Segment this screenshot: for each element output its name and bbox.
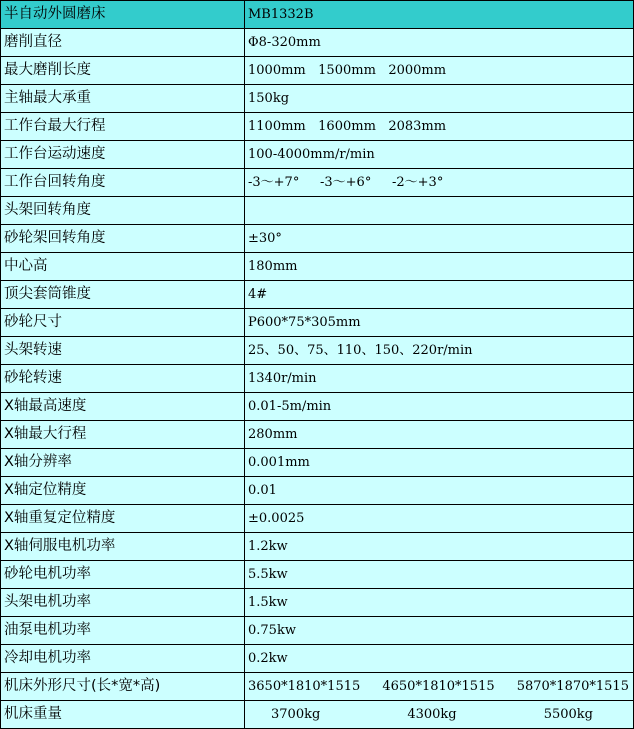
param-cell: 最大磨削长度 <box>1 57 245 85</box>
param-cell: 砂轮电机功率 <box>1 561 245 589</box>
value-cell: 100-4000mm/r/min <box>245 141 634 169</box>
value-cell: 25、50、75、110、150、220r/min <box>245 337 634 365</box>
value-cell: Φ8-320mm <box>245 29 634 57</box>
param-cell: 机床外形尺寸(长*宽*高) <box>1 673 245 701</box>
value-cell <box>245 169 634 197</box>
table-row <box>1 337 634 365</box>
table-row <box>1 701 634 729</box>
table-row <box>1 169 634 197</box>
table-row <box>1 421 634 449</box>
table-row <box>1 365 634 393</box>
table-row <box>1 617 634 645</box>
value-cell: ±30° <box>245 225 634 253</box>
value-part: 3650*1810*1515 <box>248 679 361 694</box>
param-cell: 头架电机功率 <box>1 589 245 617</box>
table-row <box>1 225 634 253</box>
param-cell: 顶尖套筒锥度 <box>1 281 245 309</box>
value-cell: 4# <box>245 281 634 309</box>
table-row <box>1 533 634 561</box>
value-cell <box>245 701 634 729</box>
table-row <box>1 477 634 505</box>
value-part: 1500mm <box>318 63 376 78</box>
table-row <box>1 29 634 57</box>
param-cell: 工作台最大行程 <box>1 113 245 141</box>
table-row <box>1 85 634 113</box>
value-cell: 0.01-5m/min <box>245 393 634 421</box>
param-cell: X轴重复定位精度 <box>1 505 245 533</box>
header-param-cell: 半自动外圆磨床 <box>1 1 245 29</box>
table-row <box>1 281 634 309</box>
param-cell: 头架转速 <box>1 337 245 365</box>
param-cell: X轴最高速度 <box>1 393 245 421</box>
param-cell: X轴伺服电机功率 <box>1 533 245 561</box>
value-cell: 0.75kw <box>245 617 634 645</box>
value-cell: 1340r/min <box>245 365 634 393</box>
value-part: -3～+7° <box>248 175 300 190</box>
value-cell: 180mm <box>245 253 634 281</box>
table-row <box>1 589 634 617</box>
value-cell <box>245 57 634 85</box>
value-cell <box>245 113 634 141</box>
table-row <box>1 393 634 421</box>
value-cell <box>245 197 634 225</box>
value-cell: ±0.0025 <box>245 505 634 533</box>
value-part: 1000mm <box>248 63 306 78</box>
table-row <box>1 309 634 337</box>
value-cell: 0.001mm <box>245 449 634 477</box>
value-part: 4650*1810*1515 <box>382 679 495 694</box>
value-part: -2～+3° <box>392 175 444 190</box>
param-cell: 主轴最大承重 <box>1 85 245 113</box>
param-cell: 冷却电机功率 <box>1 645 245 673</box>
param-cell: 工作台运动速度 <box>1 141 245 169</box>
value-part: 2083mm <box>388 119 447 134</box>
param-cell: X轴最大行程 <box>1 421 245 449</box>
param-cell: 油泵电机功率 <box>1 617 245 645</box>
value-cell: 280mm <box>245 421 634 449</box>
value-cell: 0.2kw <box>245 645 634 673</box>
value-cell: 0.01 <box>245 477 634 505</box>
value-cell: 1.2kw <box>245 533 634 561</box>
param-cell: X轴定位精度 <box>1 477 245 505</box>
param-cell: 工作台回转角度 <box>1 169 245 197</box>
table-row <box>1 253 634 281</box>
param-cell: 磨削直径 <box>1 29 245 57</box>
value-cell: P600*75*305mm <box>245 309 634 337</box>
table-row <box>1 673 634 701</box>
param-cell: 砂轮尺寸 <box>1 309 245 337</box>
table-row <box>1 57 634 85</box>
param-cell: 砂轮架回转角度 <box>1 225 245 253</box>
value-part: 1100mm <box>248 119 306 134</box>
header-value-cell: MB1332B <box>245 1 634 29</box>
value-cell: 150kg <box>245 85 634 113</box>
table-row <box>1 197 634 225</box>
value-part: 3700kg <box>271 707 321 722</box>
value-cell <box>245 673 634 701</box>
param-cell: X轴分辨率 <box>1 449 245 477</box>
value-part: -3～+6° <box>320 175 372 190</box>
value-part: 5870*1870*1515 <box>516 679 629 694</box>
table-row <box>1 645 634 673</box>
table-row <box>1 449 634 477</box>
table-row <box>1 561 634 589</box>
param-cell: 头架回转角度 <box>1 197 245 225</box>
value-part: 5500kg <box>543 707 593 722</box>
value-cell: 5.5kw <box>245 561 634 589</box>
value-part: 4300kg <box>407 707 457 722</box>
param-cell: 中心高 <box>1 253 245 281</box>
value-part: 1600mm <box>318 119 376 134</box>
table-row <box>1 113 634 141</box>
param-cell: 机床重量 <box>1 701 245 729</box>
value-part: 2000mm <box>388 63 447 78</box>
value-cell: 1.5kw <box>245 589 634 617</box>
table-row <box>1 505 634 533</box>
table-row <box>1 141 634 169</box>
param-cell: 砂轮转速 <box>1 365 245 393</box>
table-header-row <box>1 1 634 29</box>
